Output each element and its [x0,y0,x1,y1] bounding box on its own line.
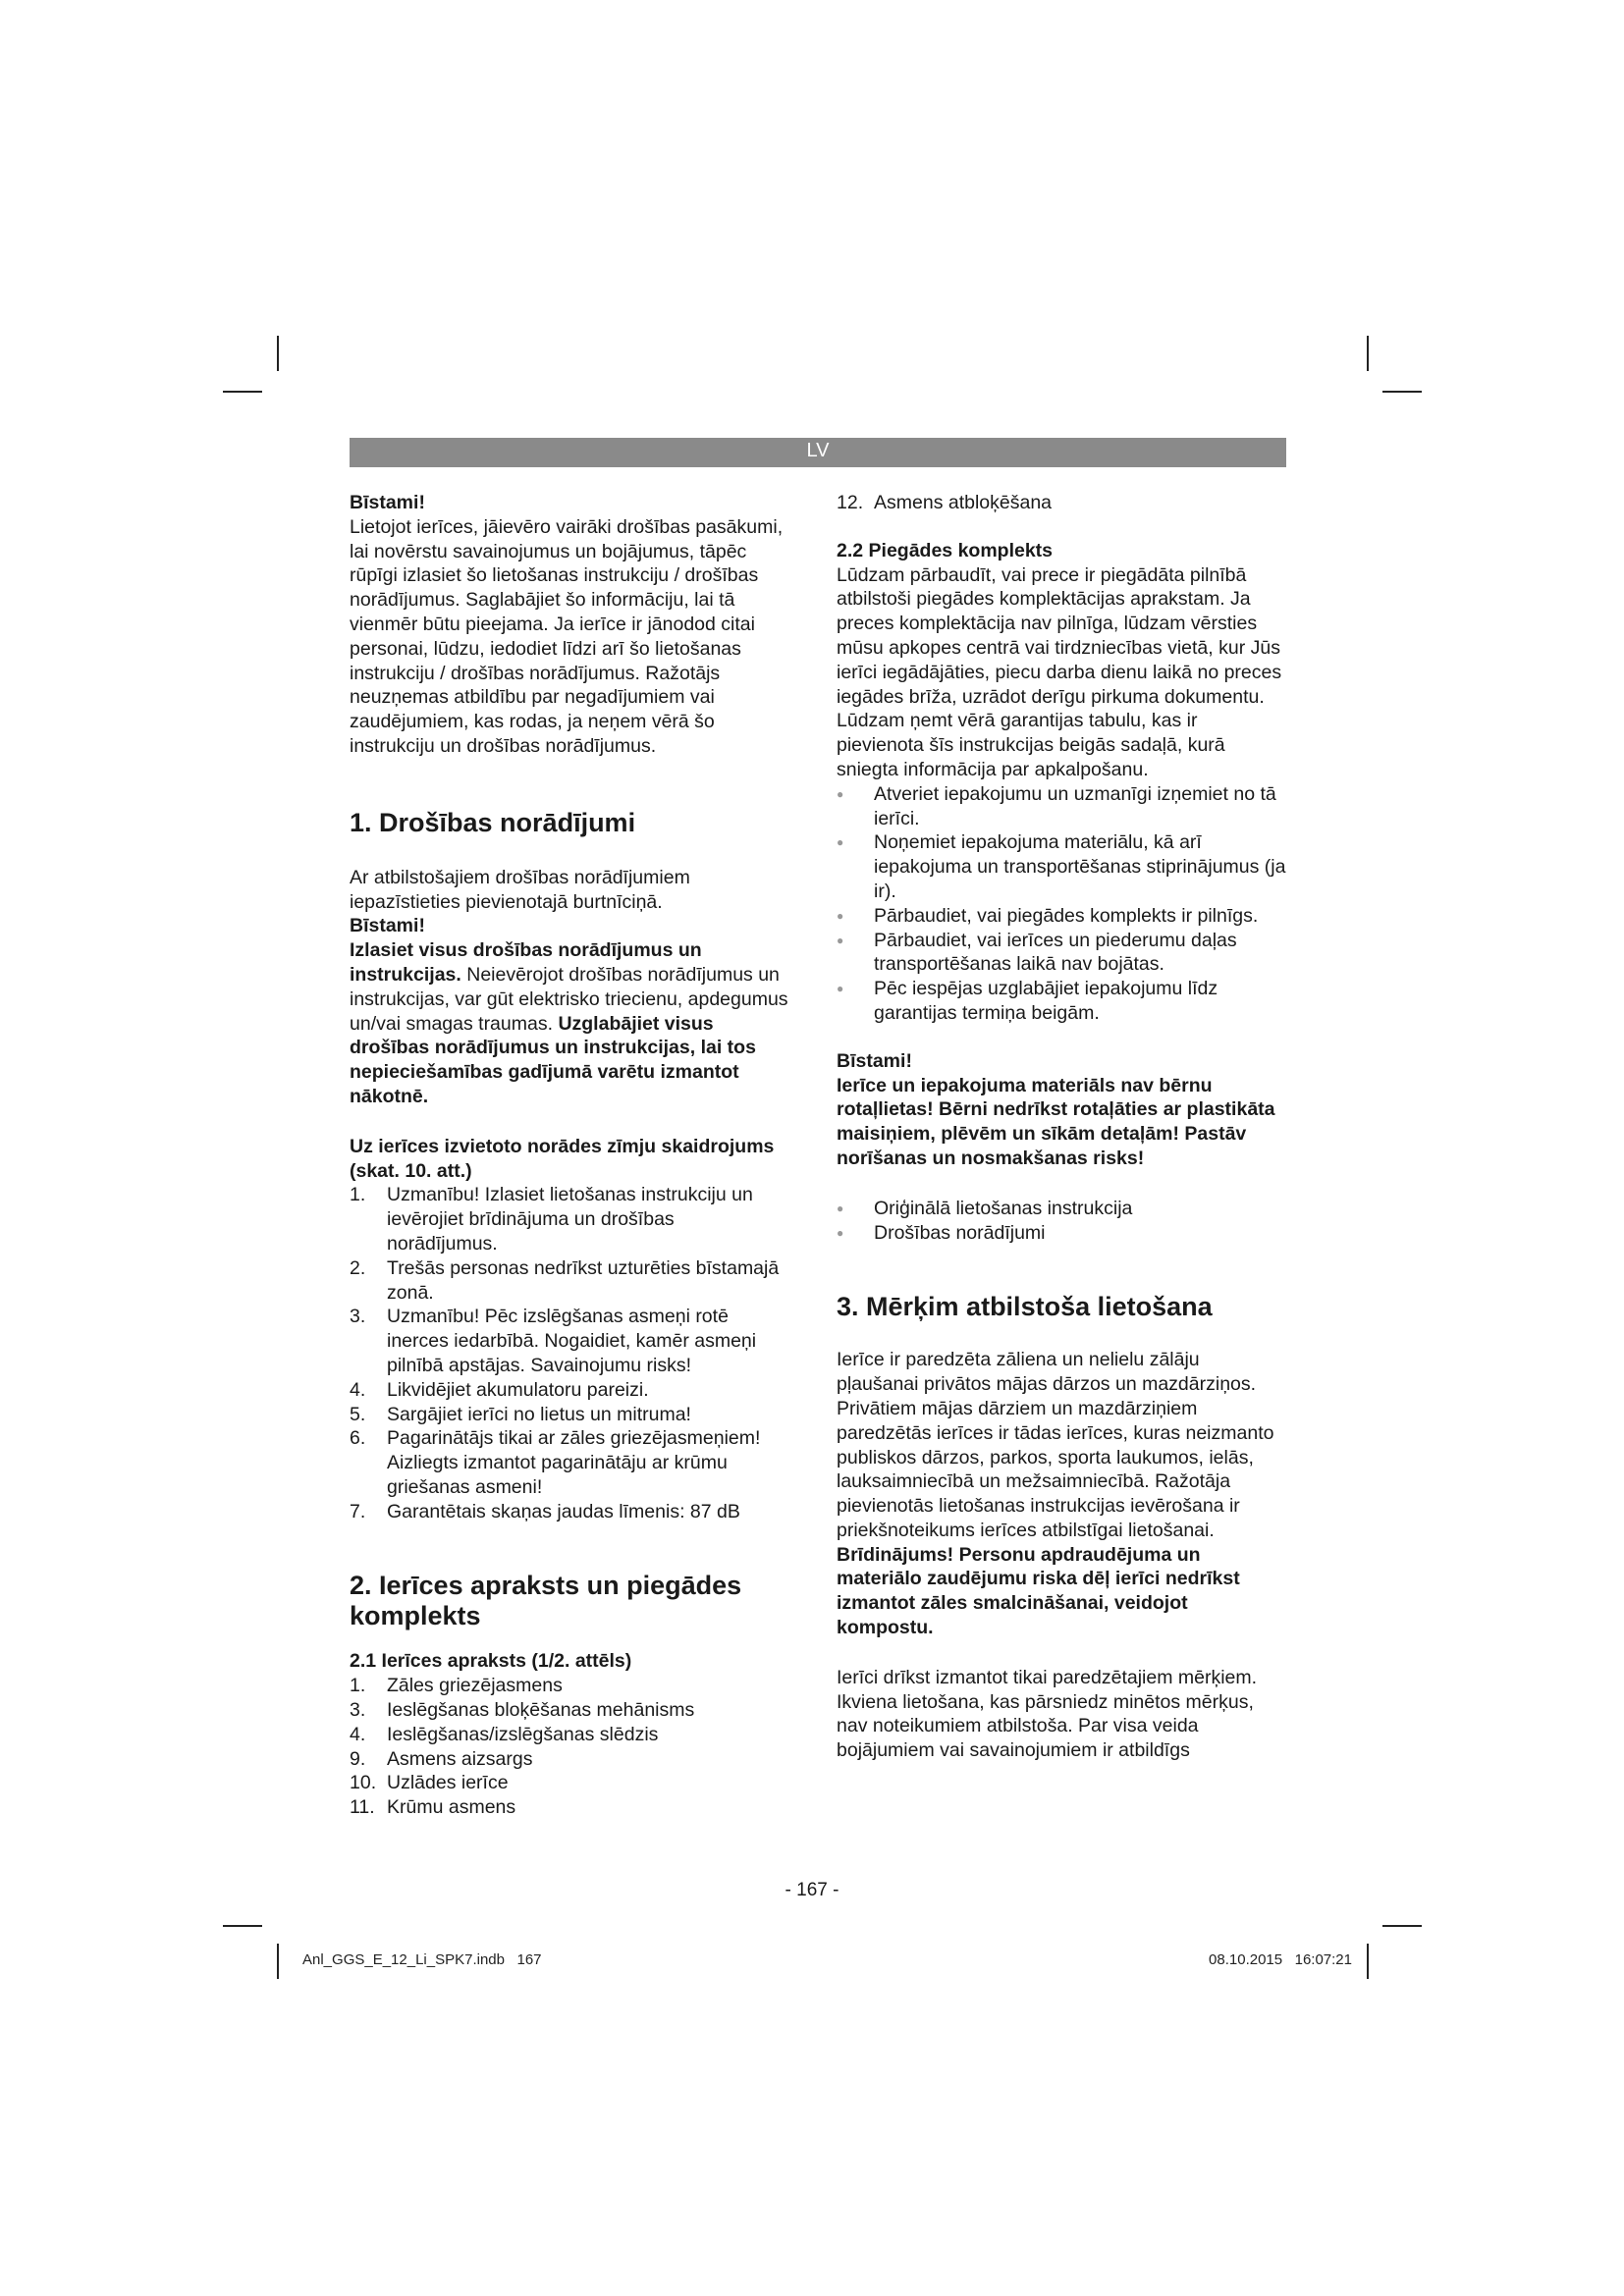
list-item: 4. Ieslēgšanas/izslēgšanas slēdzis [350,1723,659,1745]
list-item: ● Drošības norādījumi [837,1221,1286,1246]
safety-consequence: Neievērojot drošības norādījumus un instrukcijas, var gūt elektrisko triecienu, apdegumus un/vai smagas traumas. [350,963,788,1035]
symbols-heading: Uz ierīces izvietoto norādes zīmju skaidrojums (skat. 10. att.) [350,1135,775,1182]
included-items [837,1197,1286,1246]
crop-mark [1382,1925,1422,1927]
list-item: 12. Asmens atbloķēšana [837,492,1053,513]
danger-heading: Bīstami! [350,492,425,513]
language-header-bar [350,438,1286,467]
section-1-text: Ar atbilstošajiem drošības norādījumiem iepazīstieties pievienotajā burtnīciņā. [350,866,690,913]
left-column [350,491,789,1820]
crop-mark [223,391,262,393]
list-item: ● Pārbaudiet, vai ierīces un piederumu daļas transportēšanas laikā nav bojātas. [837,929,1286,978]
page-number: - 167 - [785,1880,839,1900]
section-1-safety-paragraph [350,938,789,1109]
footer-file-info: Anl_GGS_E_12_Li_SPK7.indb 167 [302,1951,542,1968]
unpacking-steps [837,782,1286,1026]
safety-read-instruction: Izlasiet visus drošības norādījumus un instrukcijas. [350,939,702,986]
list-item: 9. Asmens aizsargs [350,1747,533,1770]
crop-mark [1367,336,1369,371]
list-item: ● Oriģinālā lietošanas instrukcija [837,1197,1286,1221]
section-2-title: 2. Ierīces apraksts un piegādes komplekts [350,1571,742,1631]
intro-paragraph: Lietojot ierīces, jāievēro vairāki drošības pasākumi, lai novērstu savainojumus un bojājumus, tāpēc rūpīgi izlasiet šo lietošanas instrukciju / drošības norādījumus. Saglabājiet šo informāciju, lai tā vienmēr būtu pieejama. Ja ierīce ir jānodod citai personai, lūdzu, iedodiet līdzi arī šo lietošanas instrukciju / drošības norādījumus. Ražotājs neuzņemas atbildību par negadījumiem vai zaudējumiem, kas rodas, ja neņem vērā šo instrukciju un drošības norādījumus. [350,515,784,757]
list-item: 3. Ieslēgšanas bloķēšanas mehānisms [350,1699,695,1722]
intended-use-paragraph: Ierīce ir paredzēta zāliena un nelielu zālāju pļaušanai privātos mājas dārzos un mazdārziņos. Privātiem mājas dārziem un mazdārziņiem paredzētās ierīces ir tādas ierīces, kuras neizmanto publiskos dārzos, parkos, sporta laukumos, ielās, lauksaimniecībā un mežsaimniecībā. Ražotāja pievienotās lietošanas instrukcijas ievērošana ir priekšnoteikums ierīces atbilstīgai lietošanai. [837,1349,1274,1541]
list-item: 3. Uzmanību! Pēc izslēgšanas asmeņi rotē inerces iedarbībā. Nogaidiet, kamēr asmeņi pilnībā apstājas. Savainojumu risks! [350,1306,757,1376]
safety-keep-instruction: Uzglabājiet visus drošības norādījumus un instrukcijas, lai tos nepieciešamības gadījumā varētu izmantot nākotnē. [350,1012,756,1107]
list-item: 1. Uzmanību! Izlasiet lietošanas instrukciju un ievērojiet brīdinājuma un drošības norādījumus. [350,1184,753,1255]
list-item: 6. Pagarinātājs tikai ar zāles griezējasmeņiem! Aizliegts izmantot pagarinātāju ar krūmu griešanas asmeni! [350,1427,761,1498]
symbols-list [350,1183,789,1523]
delivery-paragraph: Lūdzam pārbaudīt, vai prece ir piegādāta pilnībā atbilstoši piegādes komplektācijas aprakstam. Ja preces komplektācija nav pilnīga, lūdzam vērsties mūsu apkopes centrā vai tirdzniecības vietā, kur Jūs ierīci iegādājāties, piecu darba dienu laikā no preces iegādes brīža, uzrādot derīgu pirkuma dokumentu. Lūdzam ņemt vērā garantijas tabulu, kas ir pievienota šīs instrukcijas beigās sadaļā, kurā sniegta informācija par apkalpošanu. [837,563,1282,780]
crop-mark [1382,391,1422,393]
children-warning: Ierīce un iepakojuma materiāls nav bērnu rotaļlietas! Bērni nedrīkst rotaļāties ar plastikāta maisiņiem, plēvēm un sīkām detaļām! Pastāv norīšanas un nosmakšanas risks! [837,1074,1275,1169]
list-item: 5. Sargājiet ierīci no lietus un mitruma! [350,1403,691,1425]
footer-timestamp: 08.10.2015 16:07:21 [1209,1951,1352,1968]
list-item: 7. Garantētais skaņas jaudas līmenis: 87 dB [350,1500,740,1522]
parts-list-continued [837,491,1286,515]
danger-heading-2: Bīstami! [837,1049,912,1072]
subsection-2-1-title: 2.1 Ierīces apraksts (1/2. attēls) [350,1650,632,1673]
section-1-danger: Bīstami! [350,915,425,937]
section-3-title: 3. Mērķim atbilstoša lietošana [837,1292,1213,1322]
intended-use-paragraph-2: Ierīci drīkst izmantot tikai paredzētajiem mērķiem. Ikviena lietošana, kas pārsniedz minētos mērķus, nav noteikumiem atbilstoša. Par visa veida bojājumiem vai savainojumiem ir atbildīgs [837,1666,1258,1762]
crop-mark [223,1925,262,1927]
crop-mark [277,336,279,371]
list-item: ● Atveriet iepakojumu un uzmanīgi izņemiet no tā ierīci. [837,782,1286,831]
list-item: ● Pēc iespējas uzglabājiet iepakojumu līdz garantijas termiņa beigām. [837,977,1286,1026]
crop-mark [1367,1944,1369,1979]
list-item: 10. Uzlādes ierīce [350,1772,509,1794]
list-item: 11. Krūmu asmens [350,1796,516,1819]
subsection-2-2-title: 2.2 Piegādes komplekts [837,539,1054,561]
language-code: LV [806,440,830,461]
list-item: ● Noņemiet iepakojuma materiālu, kā arī iepakojuma un transportēšanas stiprinājumus (ja ir). [837,830,1286,903]
list-item: 2. Trešās personas nedrīkst uzturēties bīstamajā zonā. [350,1256,780,1304]
section-1-title: 1. Drošības norādījumi [350,807,636,837]
right-column [837,491,1286,1763]
intended-use-warning: Brīdinājums! Personu apdraudējuma un materiālo zaudējumu riska dēļ ierīci nedrīkst izmantot zāles smalcināšanai, veidojot kompostu. [837,1543,1240,1639]
list-item: 4. Likvidējiet akumulatoru pareizi. [350,1378,649,1401]
list-item: 1. Zāles griezējasmens [350,1675,563,1697]
list-item: ● Pārbaudiet, vai piegādes komplekts ir pilnīgs. [837,904,1286,929]
parts-list [350,1674,789,1820]
crop-mark [277,1944,279,1979]
